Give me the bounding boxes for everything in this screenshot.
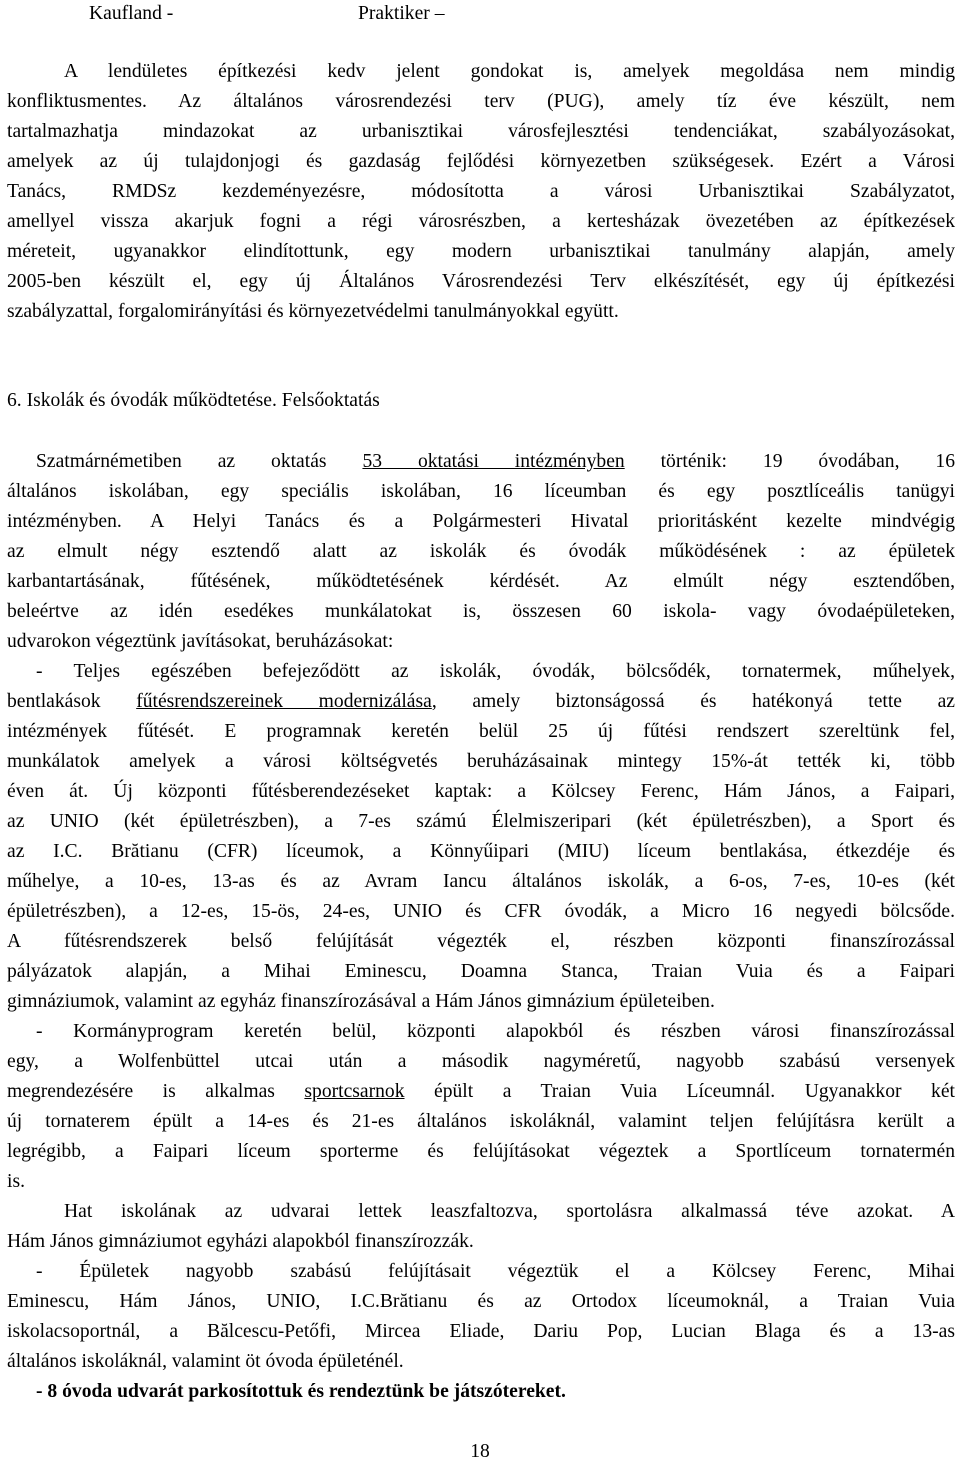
text-line — [7, 1078, 955, 1106]
header-left: Kaufland - — [89, 3, 174, 24]
text-line: az UNIO (két épületrészben), a 7-es számú Élelmiszeripari (két épületrészben), a Sport és — [7, 811, 955, 832]
text-line: A lendületes építkezési kedv jelent gondokat is, amelyek megoldása nem mindig — [64, 61, 955, 82]
text-line: beleértve az idén esedékes munkálatokat is, összesen 60 iskola- vagy óvodaépületeken, — [7, 601, 955, 622]
text-span: bentlakások — [7, 691, 137, 712]
text-line: méreteit, ugyanakkor elindítottunk, egy modern urbanisztikai tanulmány alapján, amely — [7, 241, 955, 262]
text-line: intézményben. A Helyi Tanács és a Polgármesteri Hivatal prioritásként kezelte mindvégig — [7, 511, 955, 532]
section-heading: 6. Iskolák és óvodák működtetése. Felsőoktatás — [7, 390, 380, 411]
text-line: amellyel vissza akarjuk fogni a régi városrészben, a kertesházak övezetében az építkezések — [7, 211, 955, 232]
bold-statement: - 8 óvoda udvarát parkosítottuk és rendeztünk be játszótereket. — [36, 1381, 566, 1402]
text-line: A fűtésrendszerek belső felújítását végezték el, részben központi finanszírozással — [7, 931, 955, 952]
text-line: Hám János gimnáziumot egyházi alapokból finanszírozzák. — [7, 1231, 474, 1252]
text-line: - Kormányprogram keretén belül, központi alapokból és részben városi finanszírozással — [36, 1021, 955, 1042]
text-line: konfliktusmentes. Az általános városrendezési terv (PUG), amely tíz éve készült, nem — [7, 91, 955, 112]
text-line: épületrészben), a 12-es, 15-ös, 24-es, UNIO és CFR óvodák, a Micro 16 negyedi bölcsőde. — [7, 901, 955, 922]
underlined-phrase: 53 oktatási intézményben — [362, 451, 625, 472]
text-line: az I.C. Brătianu (CFR) líceumok, a Könnyűipari (MIU) líceum bentlakása, étkezdéje és — [7, 841, 955, 862]
page-number: 18 — [470, 1441, 490, 1462]
text-line: Eminescu, Hám János, UNIO, I.C.Brătianu és az Ortodox líceumoknál, a Traian Vuia — [7, 1291, 955, 1312]
text-line: legrégibb, a Faipari líceum sporterme és felújításokat végeztek a Sportlíceum tornatermén — [7, 1141, 955, 1162]
text-line: - Teljes egészében befejeződött az iskolák, óvodák, bölcsődék, tornatermek, műhelyek, — [36, 661, 955, 682]
underlined-phrase: fűtésrendszereinek modernizálása — [136, 691, 432, 712]
text-line: gimnáziumok, valamint az egyház finanszírozásával a Hám János gimnázium épületeiben. — [7, 991, 715, 1012]
text-line — [36, 448, 955, 476]
text-line: általános iskolában, egy speciális iskolában, 16 líceumban és egy posztlíceális tanügyi — [7, 481, 955, 502]
text-span: épült a Traian Vuia Líceumnál. Ugyanakkor két — [404, 1081, 955, 1102]
text-line: általános iskoláknál, valamint öt óvoda épületénél. — [7, 1351, 404, 1372]
text-span: történik: 19 óvodában, 16 — [624, 451, 955, 472]
text-line: szabályzattal, forgalomirányítási és környezetvédelmi tanulmányokkal együtt. — [7, 301, 619, 322]
text-line: - Épületek nagyobb szabású felújításait végeztük el a Kölcsey Ferenc, Mihai — [36, 1261, 955, 1282]
text-line: az elmult négy esztendő alatt az iskolák és óvodák működésének : az épületek — [7, 541, 955, 562]
text-line: udvarokon végeztünk javításokat, beruházásokat: — [7, 631, 394, 652]
header-right: Praktiker – — [358, 3, 445, 24]
text-line: munkálatok amelyek a városi költségvetés beruházásainak mintegy 15%-át tették ki, több — [7, 751, 955, 772]
text-line: új tornaterem épült a 14-es és 21-es általános iskoláknál, valamint teljen felújításra került a — [7, 1111, 955, 1132]
text-line: karbantartásának, fűtésének, működtetésének kérdését. Az elmúlt négy esztendőben, — [7, 571, 955, 592]
text-line: is. — [7, 1171, 25, 1192]
text-line: tartalmazhatja mindazokat az urbanisztikai városfejlesztési tendenciákat, szabályozásokat, — [7, 121, 955, 142]
text-line: Hat iskolának az udvarai lettek leaszfaltozva, sportolásra alkalmassá téve azokat. A — [64, 1201, 955, 1222]
text-line — [7, 688, 955, 716]
text-line: Tanács, RMDSz kezdeményezésre, módosította a városi Urbanisztikai Szabályzatot, — [7, 181, 955, 202]
text-span: Szatmárnémetiben az oktatás — [36, 451, 363, 472]
text-line: 2005-ben készült el, egy új Általános Városrendezési Terv elkészítését, egy új építkezési — [7, 271, 955, 292]
text-line: intézmények fűtését. E programnak keretén belül 25 új fűtési rendszert szereltünk fel, — [7, 721, 955, 742]
underlined-phrase: sportcsarnok — [304, 1081, 405, 1102]
text-line: műhelye, a 10-es, 13-as és az Avram Iancu általános iskolák, a 6-os, 7-es, 10-es (két — [7, 871, 955, 892]
text-line: amelyek az új tulajdonjogi és gazdaság fejlődési környezetben szükségesek. Ezért a Városi — [7, 151, 955, 172]
text-span: megrendezésére is alkalmas — [7, 1081, 305, 1102]
text-line: egy, a Wolfenbüttel utcai után a második nagyméretű, nagyobb szabású versenyek — [7, 1051, 955, 1072]
text-line: éven át. Új központi fűtésberendezéseket kaptak: a Kölcsey Ferenc, Hám János, a Faipari, — [7, 781, 955, 802]
text-span: , amely biztonságossá és hatékonyá tette az — [431, 691, 955, 712]
header-line — [7, 0, 955, 28]
text-line: iskolacsoportnál, a Bălcescu-Petőfi, Mircea Eliade, Dariu Pop, Lucian Blaga és a 13-as — [7, 1321, 955, 1342]
text-line: pályázatok alapján, a Mihai Eminescu, Doamna Stanca, Traian Vuia és a Faipari — [7, 961, 955, 982]
